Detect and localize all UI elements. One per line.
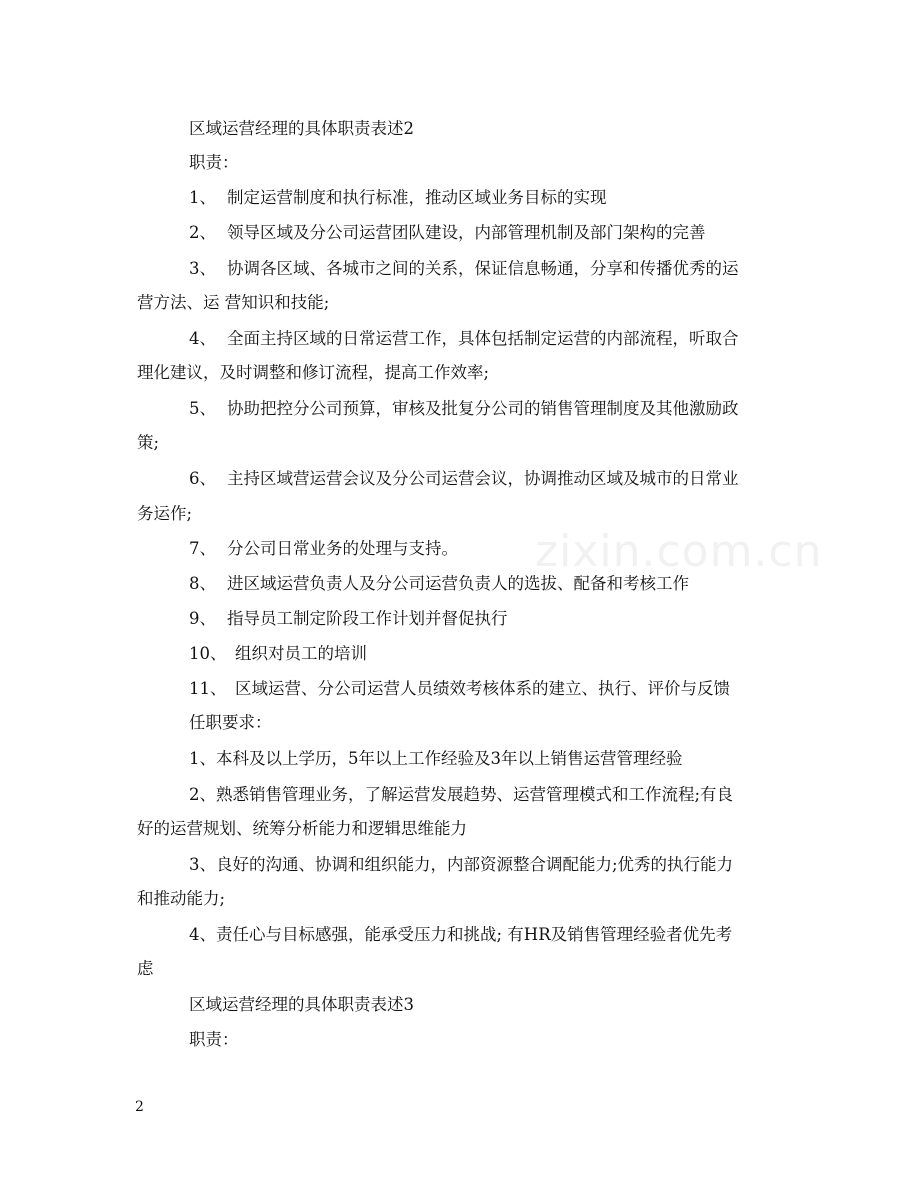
duty-text: 指导员工制定阶段工作计划并督促执行 [227, 609, 508, 628]
duty-number: 2、 [189, 223, 216, 242]
duty-item [189, 678, 730, 700]
duty-continuation: 营方法、运 营知识和技能; [137, 293, 330, 312]
duty-continuation: 策; [137, 433, 160, 452]
duty-continuation: 理化建议，及时调整和修订流程，提高工作效率; [137, 363, 490, 382]
duty-number: 9、 [189, 609, 216, 628]
requirement-continuation: 好的运营规划、统筹分析能力和逻辑思维能力 [137, 819, 467, 838]
requirement-continuation: 和推动能力; [137, 889, 226, 908]
duty-number: 7、 [189, 539, 216, 558]
duty-number: 6、 [189, 469, 216, 488]
duty-text: 组织对员工的培训 [235, 644, 367, 663]
page-number: 2 [135, 1099, 144, 1115]
duties-heading: 职责： [189, 153, 239, 172]
requirement-item: 2、熟悉销售管理业务，了解运营发展趋势、运营管理模式和工作流程;有良 [189, 785, 734, 804]
duty-item [189, 258, 739, 280]
duty-number: 8、 [189, 574, 216, 593]
duty-text: 进区域运营负责人及分公司运营负责人的选拔、配备和考核工作 [227, 574, 689, 593]
duty-item [189, 187, 607, 209]
section-title: 区域运营经理的具体职责表述3 [189, 995, 414, 1014]
duty-number: 1、 [189, 188, 216, 207]
duty-item [189, 398, 739, 420]
duty-continuation: 务运作; [137, 504, 193, 523]
requirements-heading: 任职要求： [189, 713, 272, 732]
duty-text: 制定运营制度和执行标准，推动区域业务目标的实现 [227, 188, 607, 207]
duty-number: 4、 [189, 329, 216, 348]
duty-item [189, 643, 367, 665]
requirement-continuation: 虑 [137, 959, 154, 978]
duty-text: 区域运营、分公司运营人员绩效考核体系的建立、执行、评价与反馈 [235, 679, 730, 698]
duty-text: 主持区域营运营会议及分公司运营会议，协调推动区域及城市的日常业 [227, 469, 739, 488]
duties-heading: 职责： [189, 1030, 239, 1049]
duty-number: 11、 [189, 679, 227, 698]
requirement-item: 4、责任心与目标感强，能承受压力和挑战; 有HR及销售管理经验者优先考 [189, 925, 733, 944]
duty-text: 领导区域及分公司运营团队建设，内部管理机制及部门架构的完善 [227, 223, 706, 242]
requirement-item: 1、本科及以上学历，5年以上工作经验及3年以上销售运营管理经验 [189, 749, 683, 768]
duty-text: 协助把控分公司预算，审核及批复分公司的销售管理制度及其他激励政 [227, 399, 739, 418]
duty-number: 10、 [189, 644, 227, 663]
watermark: zixin.com.cn [535, 526, 823, 577]
duty-item [189, 608, 508, 630]
duty-text: 协调各区域、各城市之间的关系，保证信息畅通，分享和传播优秀的运 [227, 259, 739, 278]
requirement-item: 3、良好的沟通、协调和组织能力，内部资源整合调配能力;优秀的执行能力 [189, 855, 734, 874]
duty-item [189, 538, 458, 560]
section-title: 区域运营经理的具体职责表述2 [189, 119, 414, 138]
duty-item [189, 328, 739, 350]
duty-text: 分公司日常业务的处理与支持。 [227, 539, 458, 558]
duty-item [189, 468, 739, 490]
duty-number: 5、 [189, 399, 216, 418]
duty-item [189, 222, 706, 244]
duty-item [189, 573, 689, 595]
duty-number: 3、 [189, 259, 216, 278]
duty-text: 全面主持区域的日常运营工作，具体包括制定运营的内部流程，听取合 [227, 329, 739, 348]
